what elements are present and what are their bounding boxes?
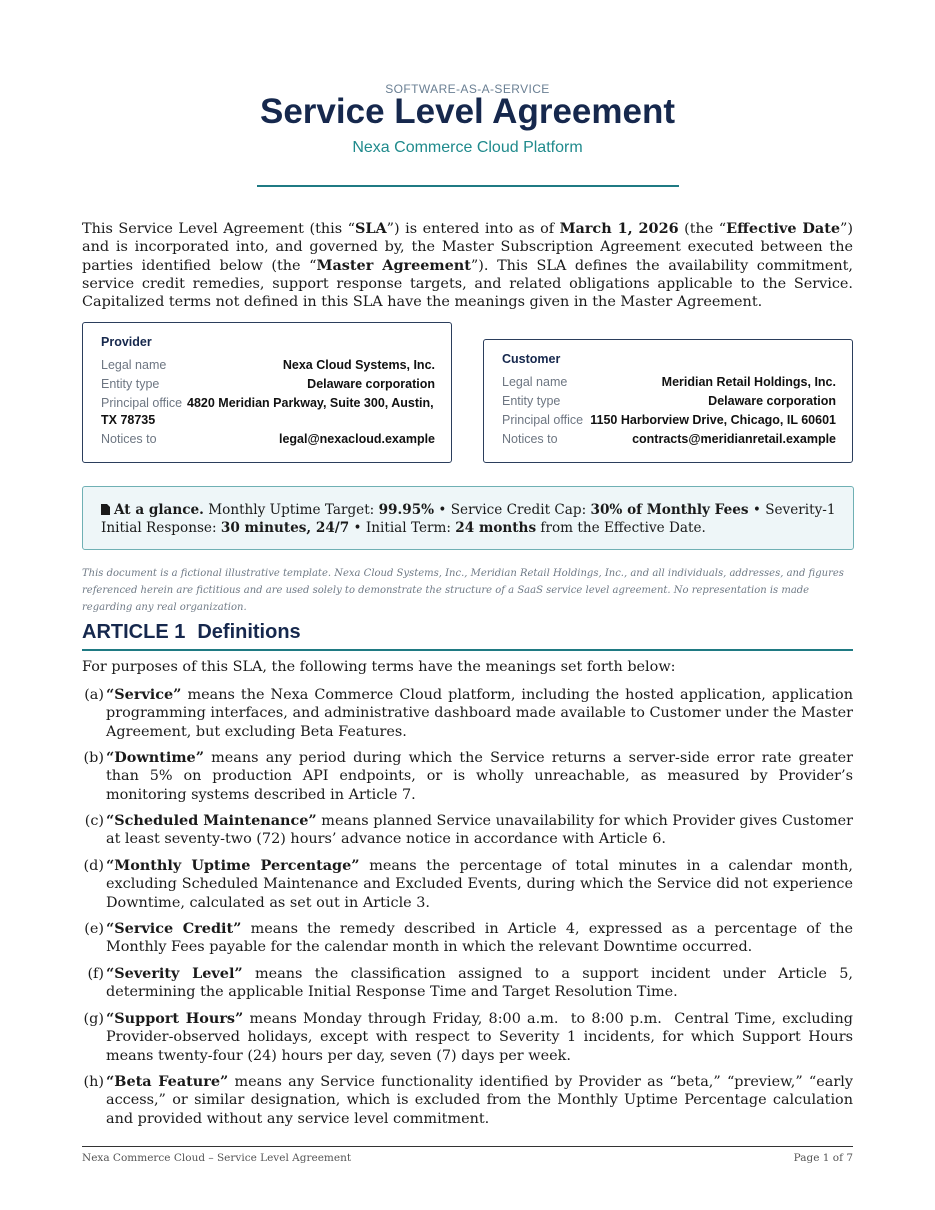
intro-text: (the “ bbox=[678, 221, 727, 237]
intro-text: This Service Level Agreement (this “ bbox=[82, 221, 355, 237]
intro-text: ”) is entered into as of bbox=[386, 221, 560, 237]
definition-label: (a) bbox=[84, 687, 104, 703]
article-heading bbox=[82, 621, 853, 644]
definition-term: “Scheduled Maintenance” bbox=[106, 812, 317, 829]
provider-entity-type-label: Entity type bbox=[101, 377, 160, 391]
intro-term-sla: SLA bbox=[354, 220, 387, 237]
at-a-glance-box bbox=[82, 486, 854, 550]
definition-item bbox=[84, 686, 853, 741]
definition-item bbox=[83, 1010, 853, 1065]
article-intro: For purposes of this SLA, the following terms have the meanings set forth below: bbox=[82, 659, 676, 675]
definition-text: means planned Service unavailability for which Provider gives Customer at least seventy-two (72) hours’ advance notice in accordance with Article 6. bbox=[106, 813, 854, 848]
article-number: ARTICLE 1 bbox=[82, 621, 186, 643]
definition-term: “Service” bbox=[106, 686, 182, 703]
definition-label: (d) bbox=[83, 858, 104, 874]
definition-text: means the classification assigned to a support incident under Article 5, determining the applicable Initial Response Time and Target Resolution Time. bbox=[106, 966, 854, 1001]
customer-office: 1150 Harborview Drive, Chicago, IL 60601 bbox=[590, 413, 836, 427]
definition-term: “Downtime” bbox=[106, 749, 204, 766]
intro-paragraph bbox=[82, 220, 853, 311]
definition-term: “Support Hours” bbox=[106, 1010, 244, 1027]
definition-text: means any period during which the Service returns a server-side error rate greater than 5% on production API endpoints, or is wholly unreachable, as measured by Provider’s monitoring systems described in Article 7. bbox=[106, 750, 853, 803]
definition-item bbox=[83, 749, 853, 804]
service-credit-cap-value: 30% of Monthly Fees bbox=[590, 502, 749, 518]
customer-notices-email: contracts@meridianretail.example bbox=[632, 432, 836, 446]
customer-notices-label: Notices to bbox=[502, 432, 558, 446]
definition-text: means the Nexa Commerce Cloud platform, including the hosted application, application programming interfaces, and administrative dashboard made available to Customer under the Master Agreement, but excluding Beta Features. bbox=[106, 687, 853, 740]
uptime-target-value: 99.95% bbox=[378, 502, 435, 518]
definition-label: (c) bbox=[84, 813, 104, 829]
definition-label: (f) bbox=[87, 966, 104, 982]
definition-term: “Service Credit” bbox=[106, 920, 242, 937]
customer-legal-name-label: Legal name bbox=[502, 375, 568, 389]
footer-page-number: Page 1 of 7 bbox=[793, 1152, 853, 1164]
article-divider bbox=[82, 649, 853, 651]
glance-text: Monthly Uptime Target: bbox=[203, 502, 379, 518]
at-a-glance-text bbox=[101, 501, 839, 537]
footer-divider bbox=[82, 1146, 853, 1147]
severity1-response-value: 30 minutes, 24/7 bbox=[220, 520, 350, 536]
definition-term: “Beta Feature” bbox=[106, 1073, 229, 1090]
intro-effective-date-value: March 1, 2026 bbox=[559, 220, 679, 237]
customer-office-label: Principal office bbox=[502, 413, 584, 427]
customer-entity-type: Delaware corporation bbox=[708, 394, 836, 408]
definition-item bbox=[87, 965, 854, 1002]
glance-text: • Service Credit Cap: bbox=[434, 502, 591, 518]
article-title: Definitions bbox=[197, 621, 301, 643]
customer-entity-type-label: Entity type bbox=[502, 394, 561, 408]
intro-text: ”). This SLA defines the availability commitment, service credit remedies, support response targets, and related obligations applicable to the Service. Capitalized terms not defined in this SLA have the meanings given in the Master Agreement. bbox=[82, 257, 853, 311]
provider-office-label: Principal office bbox=[101, 396, 183, 410]
title-divider bbox=[257, 185, 679, 187]
provider-entity-type: Delaware corporation bbox=[307, 377, 435, 391]
definition-item bbox=[83, 1073, 853, 1128]
provider-legal-name-label: Legal name bbox=[101, 358, 167, 372]
definition-term: “Monthly Uptime Percentage” bbox=[106, 857, 360, 874]
definition-text: means the remedy described in Article 4, expressed as a percentage of the Monthly Fees payable for the calendar month in which the relevant Downtime occurred. bbox=[106, 921, 853, 956]
definition-text: means the percentage of total minutes in a calendar month, excluding Scheduled Maintenance and Excluded Events, during which the Service did not experience Downtime, calculated as set out in Article 3. bbox=[106, 858, 853, 911]
intro-text: ”) and is incorporated into, and governed by, the Master Subscription Agreement executed between the parties identified below (the “ bbox=[82, 221, 854, 274]
intro-term-effective-date: Effective Date bbox=[726, 220, 841, 237]
definition-label: (b) bbox=[83, 750, 104, 766]
definition-label: (g) bbox=[83, 1011, 104, 1027]
customer-heading: Customer bbox=[502, 352, 561, 366]
customer-legal-name: Meridian Retail Holdings, Inc. bbox=[661, 375, 836, 389]
document-kicker: SOFTWARE-AS-A-SERVICE bbox=[385, 82, 550, 96]
definition-item bbox=[84, 812, 854, 849]
at-a-glance-lead: At a glance. bbox=[114, 502, 204, 518]
provider-legal-name: Nexa Cloud Systems, Inc. bbox=[282, 358, 435, 372]
document-subtitle: Nexa Commerce Cloud Platform bbox=[352, 139, 583, 156]
definition-text: means Monday through Friday, 8:00 a.m. to 8:00 p.m. Central Time, excluding Provider-observed holidays, except with respect to Severity 1 incidents, for which Support Hours means twenty-four (24) hours per day, seven (7) days per week. bbox=[106, 1011, 853, 1064]
document-title: Service Level Agreement bbox=[259, 92, 676, 131]
glance-text: • Severity-1 Initial Response: bbox=[101, 502, 836, 536]
initial-term-value: 24 months bbox=[455, 520, 537, 536]
provider-heading: Provider bbox=[101, 335, 152, 349]
definition-label: (e) bbox=[84, 921, 104, 937]
provider-box bbox=[82, 322, 452, 463]
disclaimer-note: This document is a fictional illustrative template. Nexa Cloud Systems, Inc., Meridian Retail Holdings, Inc., and all individuals, addresses, and figures referenced herein are fictitious and are used solely to demonstrate the structure of a SaaS service level agreement. No representation is made regarding any real organization. bbox=[82, 568, 844, 613]
provider-notices-label: Notices to bbox=[101, 432, 157, 446]
provider-office: 4820 Meridian Parkway, Suite 300, Austin, TX 78735 bbox=[101, 396, 434, 427]
glance-text: from the Effective Date. bbox=[536, 520, 706, 536]
document-icon bbox=[101, 504, 110, 515]
provider-notices-email: legal@nexacloud.example bbox=[279, 432, 435, 446]
intro-term-master-agreement: Master Agreement bbox=[316, 256, 471, 274]
provider-office-row bbox=[101, 395, 435, 429]
customer-box bbox=[483, 339, 853, 463]
footer-document-title: Nexa Commerce Cloud – Service Level Agreement bbox=[82, 1152, 352, 1164]
definition-text: means any Service functionality identified by Provider as “beta,” “preview,” “early access,” or similar designation, which is excluded from the Monthly Uptime Percentage calculation and provided without any service level commitment. bbox=[106, 1074, 853, 1127]
definition-term: “Severity Level” bbox=[106, 965, 243, 982]
definition-item bbox=[83, 857, 853, 912]
glance-text: • Initial Term: bbox=[349, 520, 456, 536]
definition-label: (h) bbox=[83, 1074, 104, 1090]
definition-item bbox=[84, 920, 853, 957]
